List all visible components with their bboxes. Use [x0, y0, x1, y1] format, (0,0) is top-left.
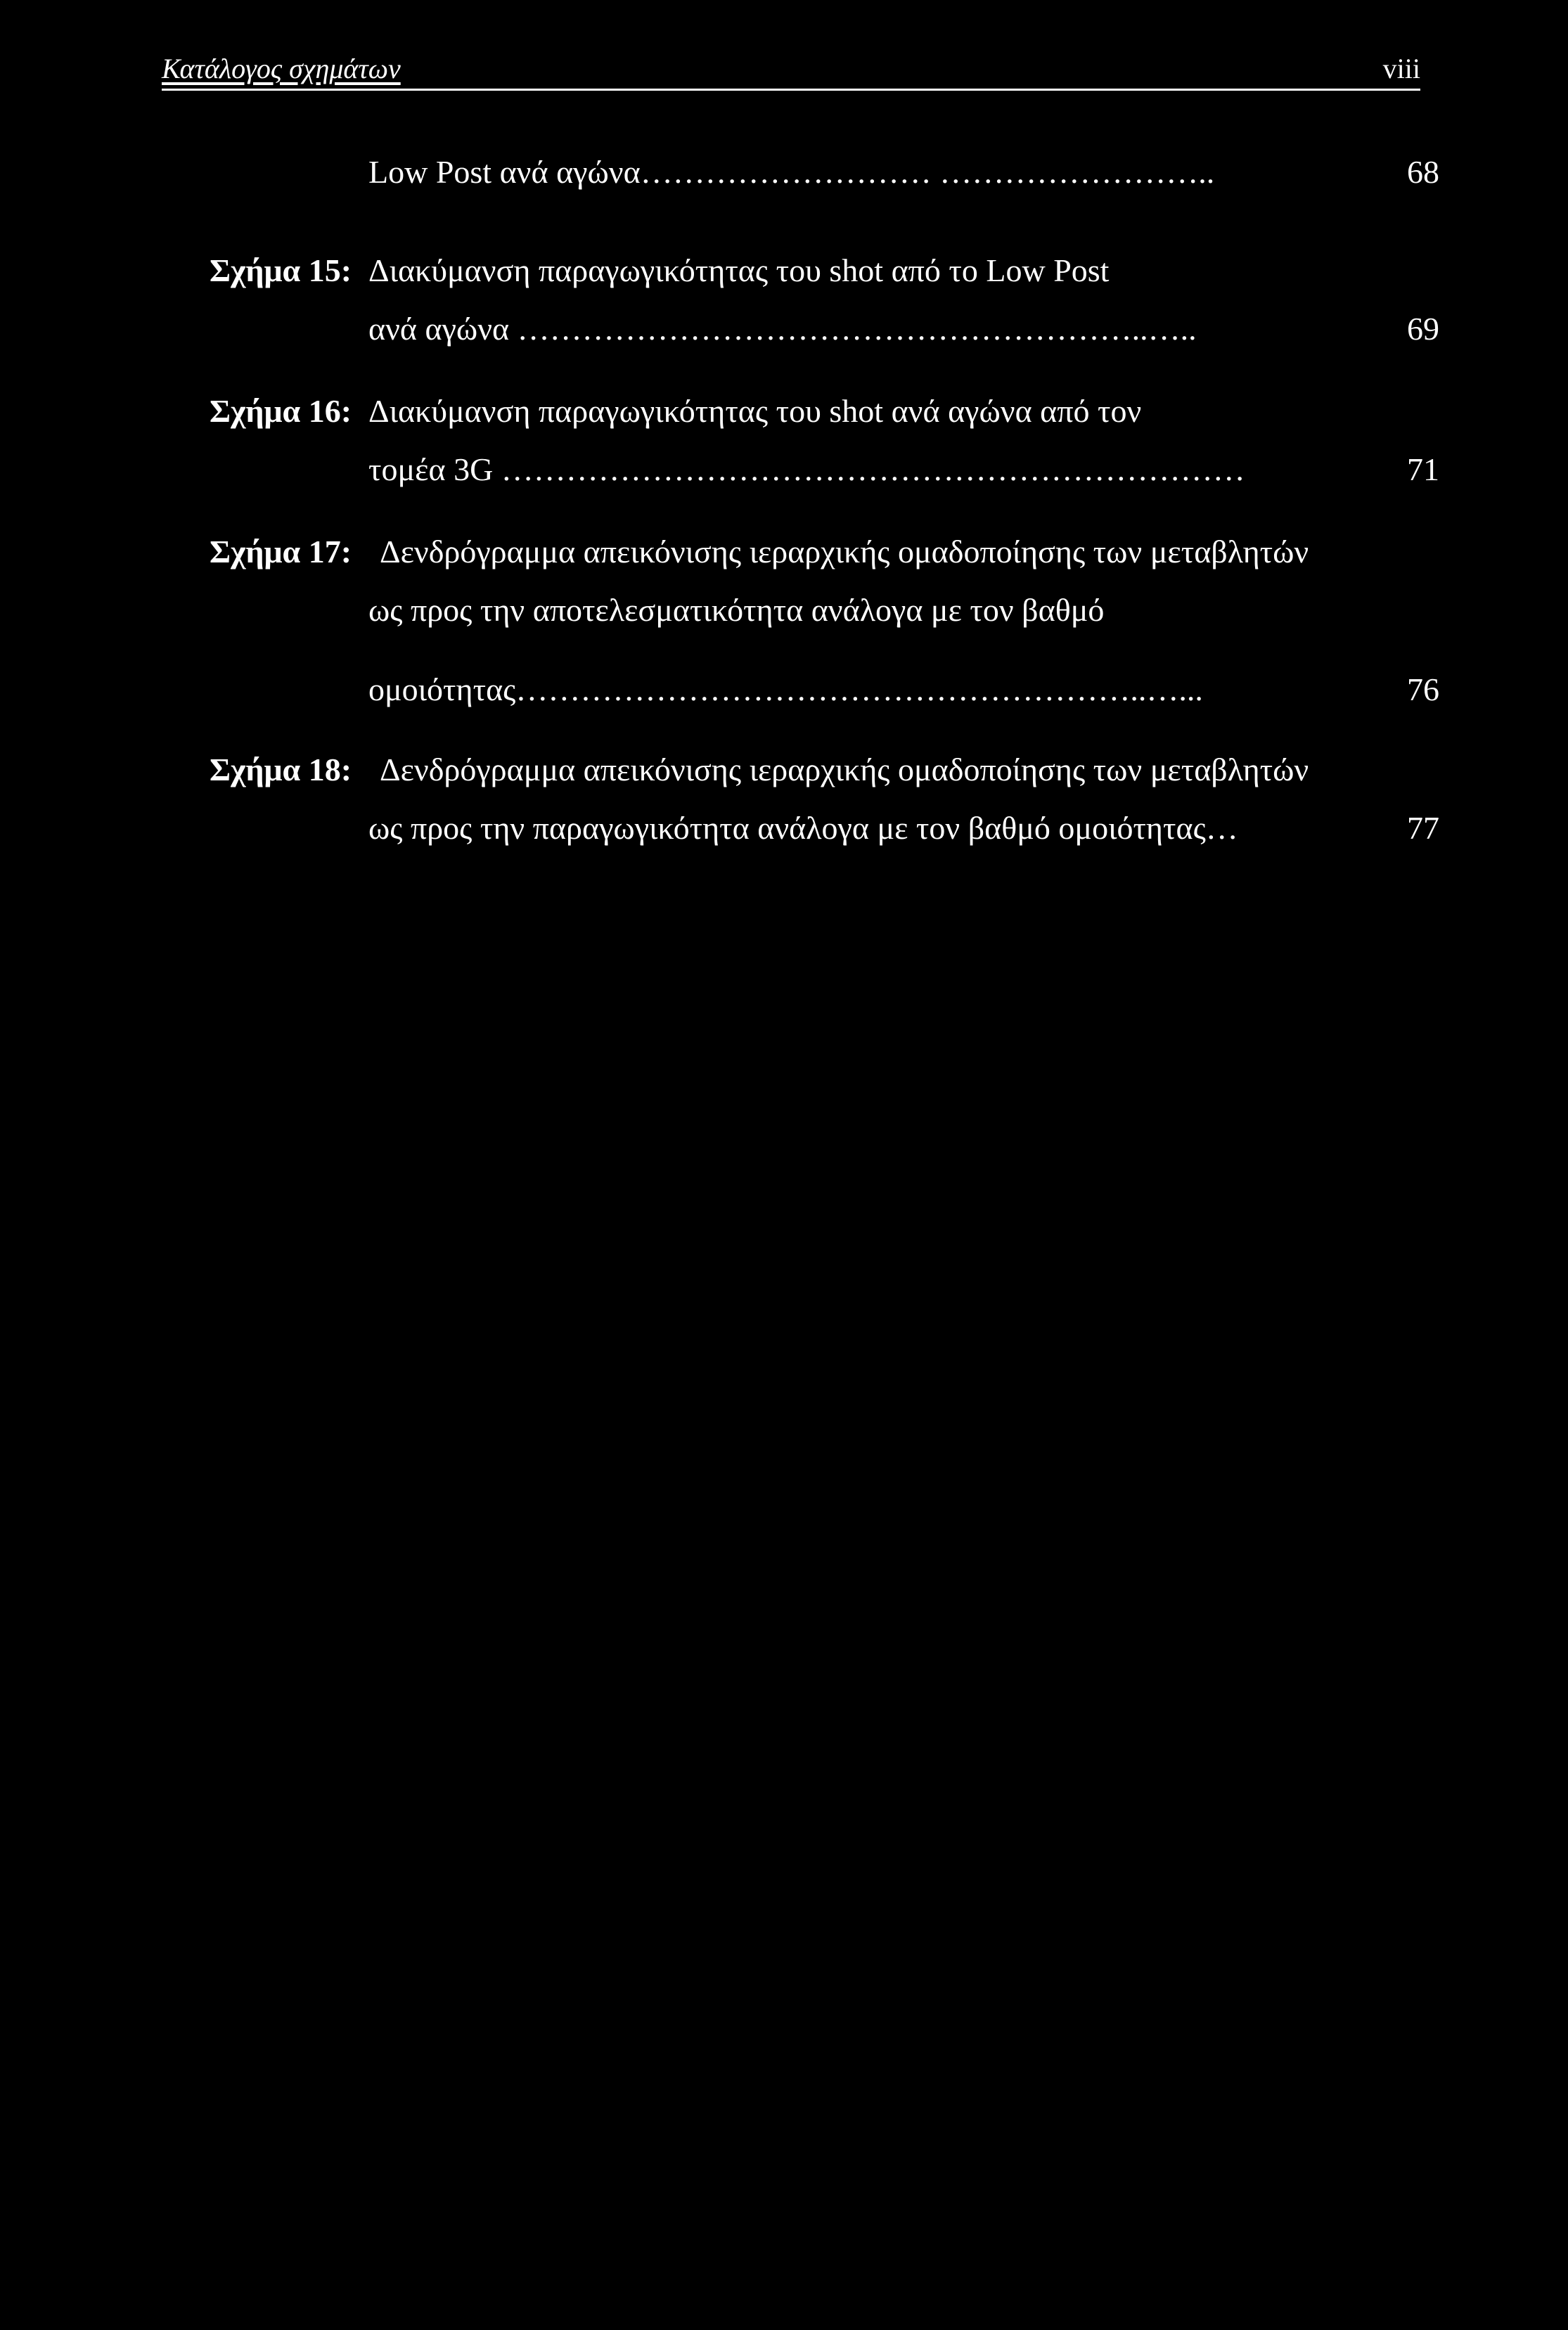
toc-page-number: 76	[1407, 671, 1439, 707]
figure-label: Σχήμα 17:	[210, 534, 352, 569]
toc-entry-line: ανά αγώνα …………………………………………………..…..	[368, 311, 1197, 347]
figure-label: Σχήμα 15:	[210, 252, 352, 288]
toc-entry-line: Δενδρόγραμμα απεικόνισης ιεραρχικής ομαδοποίησης των μεταβλητών	[380, 752, 1309, 787]
toc-entry-line: Διακύμανση παραγωγικότητας του shot από το Low Post	[368, 252, 1110, 288]
toc-entry-line: Low Post ανά αγώνα……………………… ……………………..	[368, 154, 1215, 190]
toc-page-number: 69	[1407, 311, 1439, 347]
toc-entry-line: Δενδρόγραμμα απεικόνισης ιεραρχικής ομαδοποίησης των μεταβλητών	[380, 534, 1309, 569]
toc-page-number: 68	[1407, 154, 1439, 190]
toc-page-number: 77	[1407, 810, 1439, 846]
header-title: Κατάλογος σχημάτων	[162, 53, 401, 84]
figure-label: Σχήμα 16:	[210, 393, 352, 429]
header-page-number: viii	[1382, 53, 1420, 84]
figure-label: Σχήμα 18:	[210, 752, 352, 787]
toc-entry-line: τομέα 3G ……………………………………………………………	[368, 451, 1245, 487]
toc-entry-line: Διακύμανση παραγωγικότητας του shot ανά αγώνα από τον	[368, 393, 1142, 429]
toc-page-number: 71	[1407, 451, 1439, 487]
toc-entry-line: ως προς την παραγωγικότητα ανάλογα με τον βαθμό ομοιότητας…	[368, 810, 1238, 846]
toc-entry-line: ομοιότητας…………………………………………………..…...	[368, 671, 1203, 707]
running-header	[162, 49, 1420, 91]
toc-entry-line: ως προς την αποτελεσματικότητα ανάλογα με τον βαθμό	[368, 592, 1105, 628]
